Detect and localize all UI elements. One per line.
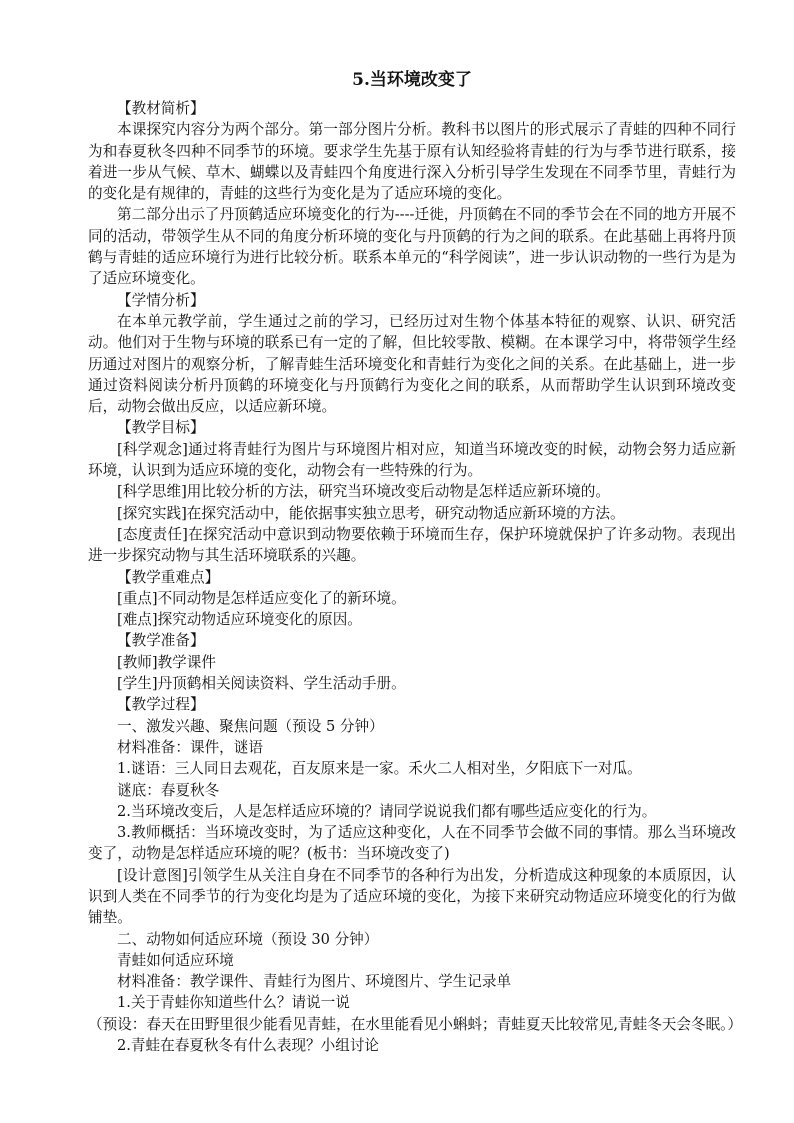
document-title: 5.当环境改变了 [352, 70, 472, 90]
section-heading-textbook-analysis: 【教材简析】 [117, 100, 205, 117]
paragraph: 材料准备：课件，谜语 [117, 738, 263, 756]
section-heading-preparation: 【教学准备】 [117, 632, 205, 650]
paragraph: 1.关于青蛙你知道些什么？请说一说 [117, 994, 350, 1012]
key-point-item: [重点]不同动物是怎样适应变化了的新环境。 [117, 589, 406, 607]
document-page [88, 66, 743, 1056]
paragraph: 在本单元教学前，学生通过之前的学习，已经历过对生物个体基本特征的观察、认识、研究活动。他们对于生物与环境的联系已有一定的了解，但比较零散、模糊。在本课学习中，将带领学生经历通过对图片的观察分析，了解青蛙生活环境变化和青蛙行为变化之间的关系。在此基础上，进一步通过资料阅读分析丹顶鹤的环境变化与丹顶鹤行为变化之间的联系，从而帮助学生认识到环境改变后，动物会做出反应，以适应新环境。 [88, 312, 736, 416]
process-heading: 二、动物如何适应环境（预设 30 分钟） [117, 930, 379, 948]
section-heading-teaching-process: 【教学过程】 [117, 696, 205, 714]
section-heading-student-analysis: 【学情分析】 [117, 291, 205, 309]
goal-item: [科学思维]用比较分析的方法，研究当环境改变后动物是怎样适应新环境的。 [117, 483, 610, 501]
section-heading-key-points: 【教学重难点】 [117, 568, 220, 586]
preparation-item: [学生]丹顶鹤相关阅读资料、学生活动手册。 [117, 675, 406, 693]
goal-item: [态度责任]在探究活动中意识到动物要依赖于环境而生存，保护环境就保护了许多动物。表现出进一步探究动物与其生活环境联系的兴趣。 [88, 525, 736, 565]
paragraph: 2.当环境改变后，人是怎样适应环境的？请同学说说我们都有哪些适应变化的行为。 [117, 802, 657, 820]
process-heading: 一、激发兴趣、聚焦问题（预设 5 分钟） [117, 717, 384, 735]
paragraph: 1.谜语：三人同日去观花，百友原来是一家。禾火二人相对坐，夕阳底下一对瓜。 [117, 760, 642, 778]
paragraph: 材料准备：教学课件、青蛙行为图片、环境图片、学生记录单 [117, 973, 512, 991]
key-point-item: [难点]探究动物适应环境变化的原因。 [117, 611, 362, 629]
goal-item: [科学观念]通过将青蛙行为图片与环境图片相对应，知道当环境改变的时候，动物会努力适应新环境，认识到为适应环境的变化，动物会有一些特殊的行为。 [88, 440, 736, 480]
preset-answer: （预设：春天在田野里很少能看见青蛙，在水里能看见小蝌蚪；青蛙夏天比较常见,青蛙冬天会冬眠。） [88, 1015, 743, 1033]
paragraph: 谜底：春夏秋冬 [117, 781, 220, 799]
paragraph: 青蛙如何适应环境 [117, 951, 234, 969]
section-heading-teaching-goals: 【教学目标】 [117, 419, 205, 437]
paragraph: 2.青蛙在春夏秋冬有什么表现？小组讨论 [117, 1037, 380, 1055]
paragraph: 本课探究内容分为两个部分。第一部分图片分析。教科书以图片的形式展示了青蛙的四种不同行为和春夏秋冬四种不同季节的环境。要求学生先基于原有认知经验将青蛙的行为与季节进行联系，接着进一步从气候、草木、蝴蝶以及青蛙四个角度进行深入分析引导学生发现在不同季节里，青蛙行为的变化是有规律的，青蛙的这些行为变化是为了适应环境的变化。 [88, 121, 736, 203]
goal-item: [探究实践]在探究活动中，能依据事实独立思考，研究动物适应新环境的方法。 [117, 504, 625, 522]
paragraph: 第二部分出示了丹顶鹤适应环境变化的行为----迁徙，丹顶鹤在不同的季节会在不同的地方开展不同的活动，带领学生从不同的角度分析环境的变化与丹顶鹤的行为之间的联系。在此基础上再将丹顶鹤与青蛙的适应环境行为进行比较分析。联系本单元的“科学阅读”，进一步认识动物的一些行为是为了适应环境变化。 [88, 206, 736, 288]
design-intent-paragraph: [设计意图]引领学生从关注自身在不同季节的各种行为出发，分析造成这种现象的本质原因，认识到人类在不同季节的行为变化均是为了适应环境的变化，为接下来研究动物适应环境变化的行为做铺垫。 [88, 866, 736, 927]
paragraph: 3.教师概括：当环境改变时，为了适应这种变化，人在不同季节会做不同的事情。那么当环境改变了，动物是怎样适应环境的呢？(板书：当环境改变了) [88, 824, 736, 863]
preparation-item: [教师]教学课件 [117, 653, 216, 671]
